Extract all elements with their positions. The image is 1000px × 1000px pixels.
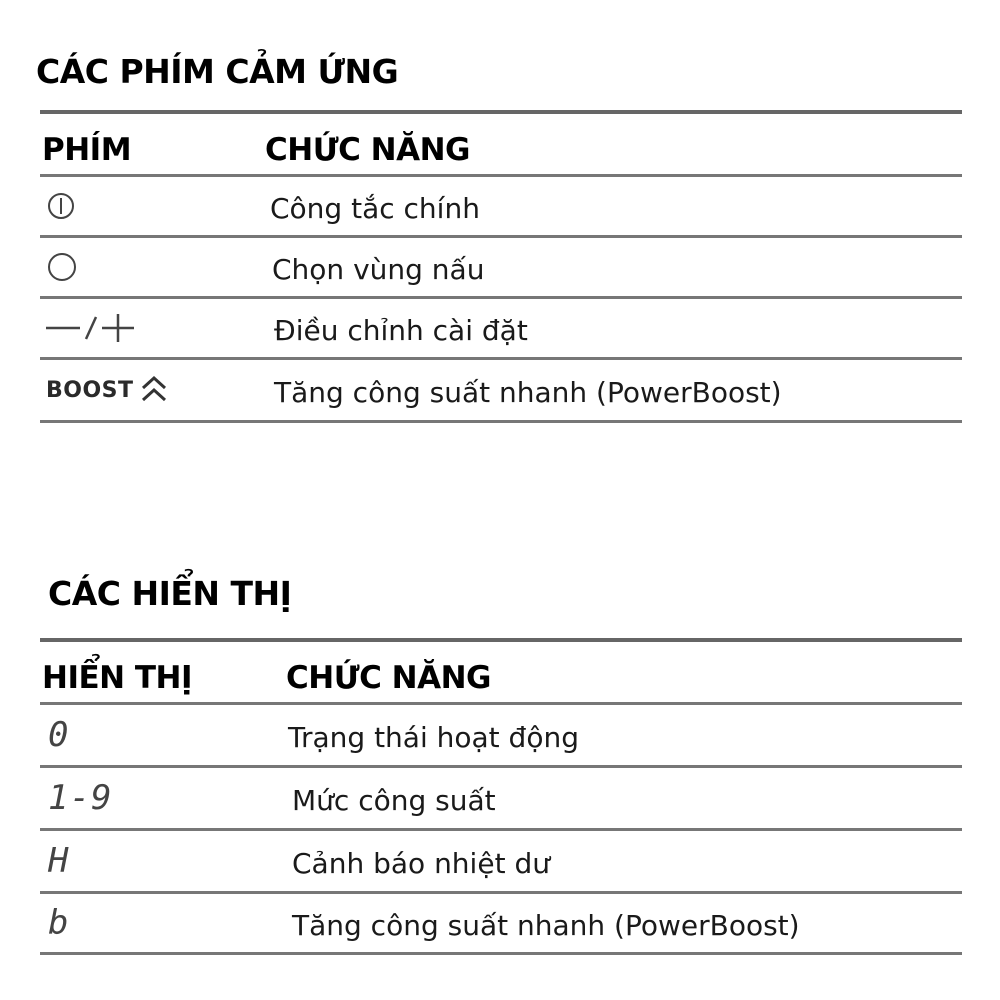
key-cell xyxy=(46,360,168,420)
key-cell xyxy=(44,299,140,357)
keys-row-power xyxy=(40,174,962,235)
display-symbol: 1-9 xyxy=(48,778,113,818)
boost-label: BOOST xyxy=(46,377,134,403)
displays-header-display: HIỂN THỊ xyxy=(42,660,193,696)
function-text: Điều chỉnh cài đặt xyxy=(274,313,528,347)
display-symbol: b xyxy=(48,903,70,943)
displays-table xyxy=(40,638,962,955)
keys-row-boost xyxy=(40,357,962,423)
keys-header-row xyxy=(40,110,962,174)
displays-row-h xyxy=(40,828,962,891)
power-icon xyxy=(46,191,76,221)
function-text: Mức công suất xyxy=(292,783,496,817)
keys-header-key: PHÍM xyxy=(42,132,132,168)
key-cell xyxy=(46,177,76,235)
displays-row-0 xyxy=(40,702,962,765)
display-symbol: 0 xyxy=(48,715,70,755)
displays-row-1-9 xyxy=(40,765,962,828)
function-text: Tăng công suất nhanh (PowerBoost) xyxy=(292,908,800,942)
circle-icon xyxy=(46,251,78,283)
keys-row-circle xyxy=(40,235,962,296)
display-symbol: H xyxy=(48,841,70,881)
keys-section-title: CÁC PHÍM CẢM ỨNG xyxy=(36,52,399,91)
displays-section-title: CÁC HIỂN THỊ xyxy=(48,574,292,613)
keys-row-minus-plus xyxy=(40,296,962,357)
displays-header-function: CHỨC NĂNG xyxy=(286,660,491,696)
displays-row-b xyxy=(40,891,962,955)
boost-chevron-icon xyxy=(140,375,168,405)
keys-header-function: CHỨC NĂNG xyxy=(265,132,470,168)
key-cell xyxy=(46,238,78,296)
function-text: Công tắc chính xyxy=(270,191,480,225)
function-text: Chọn vùng nấu xyxy=(272,252,485,286)
keys-table xyxy=(40,110,962,423)
minus-plus-icon xyxy=(44,313,140,343)
function-text: Cảnh báo nhiệt dư xyxy=(292,846,550,880)
function-text: Trạng thái hoạt động xyxy=(288,720,579,754)
function-text: Tăng công suất nhanh (PowerBoost) xyxy=(274,375,782,409)
displays-header-row xyxy=(40,638,962,702)
